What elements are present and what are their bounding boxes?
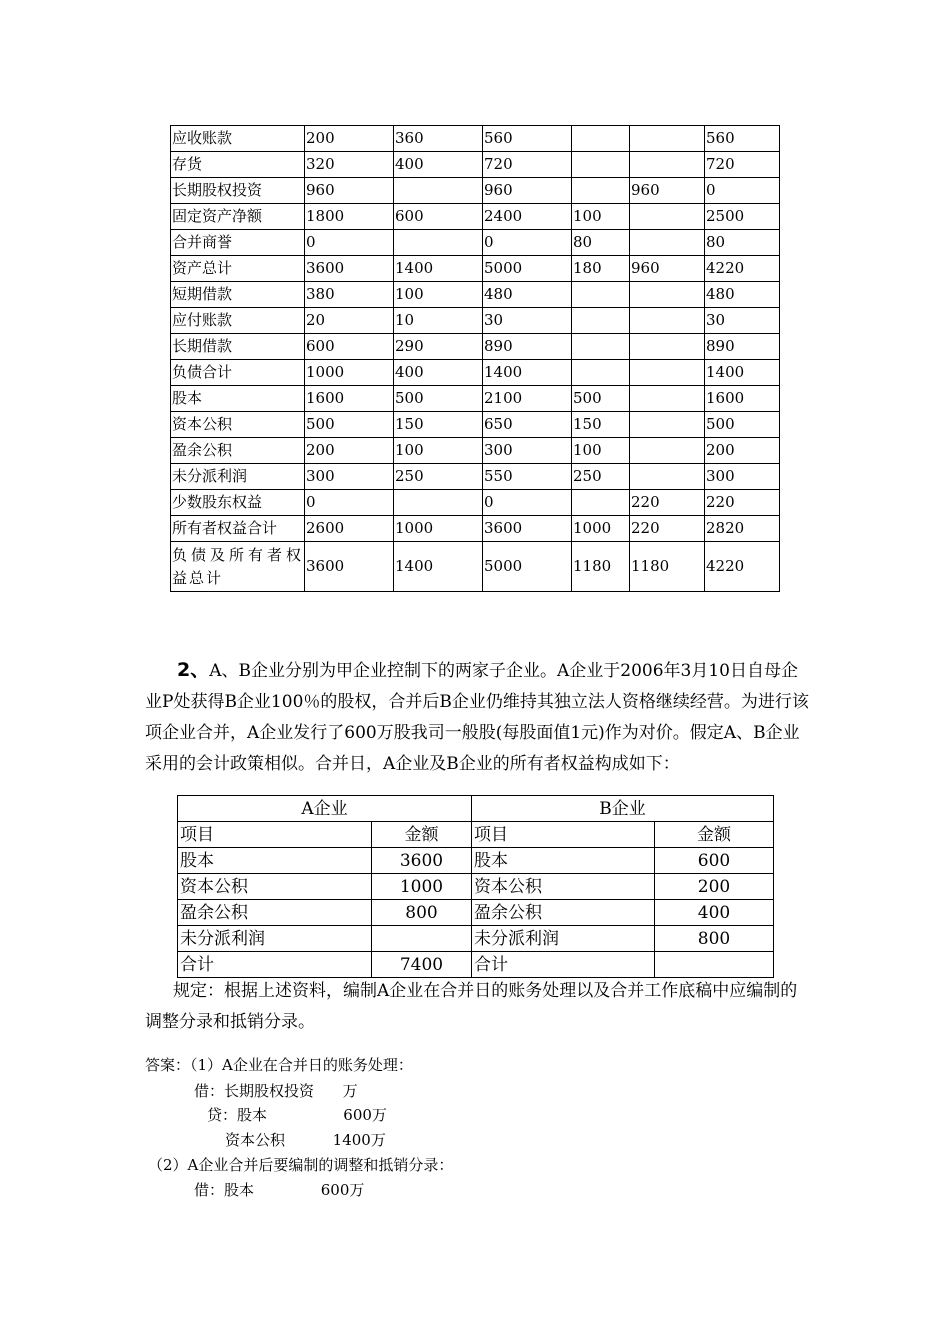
row-label: 未分派利润 <box>171 464 305 490</box>
amount-cell: 3600 <box>372 848 472 874</box>
row-label: 固定资产净额 <box>171 204 305 230</box>
table-cell: 1400 <box>705 360 780 386</box>
b-item-header: 项目 <box>472 822 655 848</box>
amount-cell <box>655 952 774 978</box>
table-cell: 250 <box>394 464 483 490</box>
answer-line-6: 借：股本 600万 <box>194 1181 365 1199</box>
item-cell: 盈余公积 <box>472 900 655 926</box>
row-label: 所有者权益合计 <box>171 516 305 542</box>
table-cell: 480 <box>483 282 572 308</box>
question-number: 2、 <box>177 659 210 681</box>
table-cell: 1000 <box>572 516 630 542</box>
table-cell: 2600 <box>305 516 394 542</box>
item-cell: 盈余公积 <box>178 900 372 926</box>
table-cell: 550 <box>483 464 572 490</box>
table-row <box>171 516 780 542</box>
table-cell <box>394 178 483 204</box>
table-row <box>171 308 780 334</box>
table-cell: 30 <box>483 308 572 334</box>
table-cell: 1400 <box>394 542 483 592</box>
table-cell: 5000 <box>483 256 572 282</box>
table-cell <box>630 334 705 360</box>
table-cell: 960 <box>305 178 394 204</box>
table-row <box>171 152 780 178</box>
table-cell: 1180 <box>630 542 705 592</box>
answer-line-5: （2）A企业合并后要编制的调整和抵销分录： <box>148 1156 454 1174</box>
table-cell <box>630 360 705 386</box>
amount-cell: 600 <box>655 848 774 874</box>
table-cell <box>630 204 705 230</box>
answer-line-3: 贷：股本 600万 <box>207 1106 387 1124</box>
row-label: 盈余公积 <box>171 438 305 464</box>
row-label: 长期股权投资 <box>171 178 305 204</box>
table-cell <box>572 334 630 360</box>
table-cell: 500 <box>305 412 394 438</box>
amount-cell: 7400 <box>372 952 472 978</box>
amount-cell: 800 <box>372 900 472 926</box>
table-cell: 10 <box>394 308 483 334</box>
table-cell <box>630 282 705 308</box>
table-cell: 200 <box>305 126 394 152</box>
table-cell: 960 <box>630 256 705 282</box>
table-cell: 0 <box>305 230 394 256</box>
table-cell: 1600 <box>705 386 780 412</box>
item-cell: 股本 <box>178 848 372 874</box>
row-label: 应付账款 <box>171 308 305 334</box>
table-cell: 890 <box>705 334 780 360</box>
table-cell <box>630 308 705 334</box>
table-cell: 300 <box>305 464 394 490</box>
table-cell: 290 <box>394 334 483 360</box>
table-cell: 890 <box>483 334 572 360</box>
table-row <box>171 204 780 230</box>
amount-cell <box>372 926 472 952</box>
table-cell: 80 <box>572 230 630 256</box>
item-cell: 合计 <box>178 952 372 978</box>
table-cell <box>630 464 705 490</box>
item-cell: 股本 <box>472 848 655 874</box>
item-cell: 合计 <box>472 952 655 978</box>
table-cell: 2820 <box>705 516 780 542</box>
table-cell: 400 <box>394 360 483 386</box>
table-cell: 1000 <box>305 360 394 386</box>
item-cell: 资本公积 <box>178 874 372 900</box>
table-cell: 0 <box>483 230 572 256</box>
table-cell: 960 <box>483 178 572 204</box>
table-cell <box>630 152 705 178</box>
table-cell: 1180 <box>572 542 630 592</box>
table-cell: 360 <box>394 126 483 152</box>
a-company-header: A企业 <box>178 796 472 822</box>
table-row <box>171 126 780 152</box>
row-label: 资产总计 <box>171 256 305 282</box>
table-cell: 2100 <box>483 386 572 412</box>
table-row <box>171 438 780 464</box>
table-cell: 300 <box>705 464 780 490</box>
table-cell <box>394 490 483 516</box>
item-cell: 未分派利润 <box>178 926 372 952</box>
requirement-paragraph: 规定：根据上述资料，编制A企业在合并日的账务处理以及合并工作底稿中应编制的调整分录和抵销分录。 <box>145 981 798 1032</box>
table-cell: 380 <box>305 282 394 308</box>
table-cell <box>572 490 630 516</box>
amount-cell: 200 <box>655 874 774 900</box>
question-text: A、B企业分别为甲企业控制下的两家子企业。A企业于2006年3月10日自母企业P处获得B企业100％的股权，合并后B企业仍维持其独立法人资格继续经营。为进行该项企业合并，A企业发行了600万股我司一般股(每股面值1元)作为对价。假定A、B企业采用的会计政策相似。合并日，A企业及B企业的所有者权益构成如下： <box>145 661 809 774</box>
table-cell: 5000 <box>483 542 572 592</box>
row-label: 存货 <box>171 152 305 178</box>
table-cell: 3600 <box>305 542 394 592</box>
table-cell <box>630 230 705 256</box>
row-label: 应收账款 <box>171 126 305 152</box>
table-cell: 3600 <box>483 516 572 542</box>
table-cell: 30 <box>705 308 780 334</box>
row-label: 合并商誉 <box>171 230 305 256</box>
table-cell <box>572 308 630 334</box>
table-cell: 200 <box>705 438 780 464</box>
table-cell: 500 <box>394 386 483 412</box>
table-row <box>171 334 780 360</box>
amount-cell: 800 <box>655 926 774 952</box>
table-cell: 20 <box>305 308 394 334</box>
table-cell: 720 <box>705 152 780 178</box>
table-row <box>171 230 780 256</box>
table-cell: 220 <box>630 490 705 516</box>
table-cell: 150 <box>394 412 483 438</box>
amount-cell: 1000 <box>372 874 472 900</box>
table-cell: 600 <box>394 204 483 230</box>
table-cell: 650 <box>483 412 572 438</box>
row-label: 短期借款 <box>171 282 305 308</box>
item-cell: 资本公积 <box>472 874 655 900</box>
table-row <box>178 848 774 874</box>
table-row <box>171 360 780 386</box>
table-cell: 400 <box>394 152 483 178</box>
table-cell: 80 <box>705 230 780 256</box>
table-cell: 480 <box>705 282 780 308</box>
table-cell: 1600 <box>305 386 394 412</box>
table-cell: 200 <box>305 438 394 464</box>
equity-table <box>177 795 774 978</box>
table-row <box>171 412 780 438</box>
consolidated-balance-table <box>170 125 780 592</box>
table-row <box>178 952 774 978</box>
table-row <box>171 464 780 490</box>
table-cell: 250 <box>572 464 630 490</box>
table-row <box>178 926 774 952</box>
table-cell <box>630 126 705 152</box>
table-cell: 1400 <box>394 256 483 282</box>
item-cell: 未分派利润 <box>472 926 655 952</box>
table-cell <box>394 230 483 256</box>
table-cell: 560 <box>483 126 572 152</box>
table-cell <box>572 360 630 386</box>
table-row <box>171 282 780 308</box>
table-cell: 100 <box>394 282 483 308</box>
table-row <box>171 490 780 516</box>
table-cell: 960 <box>630 178 705 204</box>
table-row <box>171 386 780 412</box>
b-company-header: B企业 <box>472 796 774 822</box>
equity-column-row <box>178 822 774 848</box>
table-cell: 2400 <box>483 204 572 230</box>
answer-line-1: 答案：（1）A企业在合并日的账务处理： <box>145 1056 413 1074</box>
equity-header-row <box>178 796 774 822</box>
row-label: 负债合计 <box>171 360 305 386</box>
table-row <box>178 900 774 926</box>
table-row <box>171 256 780 282</box>
table-cell: 1400 <box>483 360 572 386</box>
table-row-total <box>171 542 780 592</box>
table-cell: 720 <box>483 152 572 178</box>
question-paragraph <box>145 655 810 780</box>
equity-table-body <box>178 796 774 978</box>
table-cell <box>572 178 630 204</box>
table-cell: 600 <box>305 334 394 360</box>
a-amount-header: 金额 <box>372 822 472 848</box>
row-label: 少数股东权益 <box>171 490 305 516</box>
table-cell <box>572 152 630 178</box>
table-cell: 180 <box>572 256 630 282</box>
b-amount-header: 金额 <box>655 822 774 848</box>
row-label: 资本公积 <box>171 412 305 438</box>
table-cell: 1800 <box>305 204 394 230</box>
table-cell: 1000 <box>394 516 483 542</box>
amount-cell: 400 <box>655 900 774 926</box>
table-cell: 150 <box>572 412 630 438</box>
table-cell: 2500 <box>705 204 780 230</box>
table-cell: 3600 <box>305 256 394 282</box>
answer-line-4: 资本公积 1400万 <box>225 1131 386 1149</box>
table-cell: 0 <box>305 490 394 516</box>
table-row <box>171 178 780 204</box>
table-cell: 220 <box>705 490 780 516</box>
table-cell: 560 <box>705 126 780 152</box>
table-cell: 100 <box>572 438 630 464</box>
table-cell <box>572 282 630 308</box>
a-item-header: 项目 <box>178 822 372 848</box>
table-row <box>178 874 774 900</box>
table-cell: 4220 <box>705 542 780 592</box>
table-cell: 100 <box>394 438 483 464</box>
row-label: 股本 <box>171 386 305 412</box>
table-cell: 100 <box>572 204 630 230</box>
table-cell: 320 <box>305 152 394 178</box>
row-label: 负债及所有者权益总计 <box>171 542 305 592</box>
table-cell <box>572 126 630 152</box>
table-cell: 300 <box>483 438 572 464</box>
balance-table-body <box>171 126 780 592</box>
table-cell <box>630 412 705 438</box>
table-cell <box>630 438 705 464</box>
table-cell: 500 <box>705 412 780 438</box>
table-cell <box>630 386 705 412</box>
table-cell: 0 <box>705 178 780 204</box>
row-label: 长期借款 <box>171 334 305 360</box>
table-cell: 220 <box>630 516 705 542</box>
table-cell: 0 <box>483 490 572 516</box>
table-cell: 4220 <box>705 256 780 282</box>
answer-line-2: 借：长期股权投资 万 <box>194 1082 358 1100</box>
table-cell: 500 <box>572 386 630 412</box>
